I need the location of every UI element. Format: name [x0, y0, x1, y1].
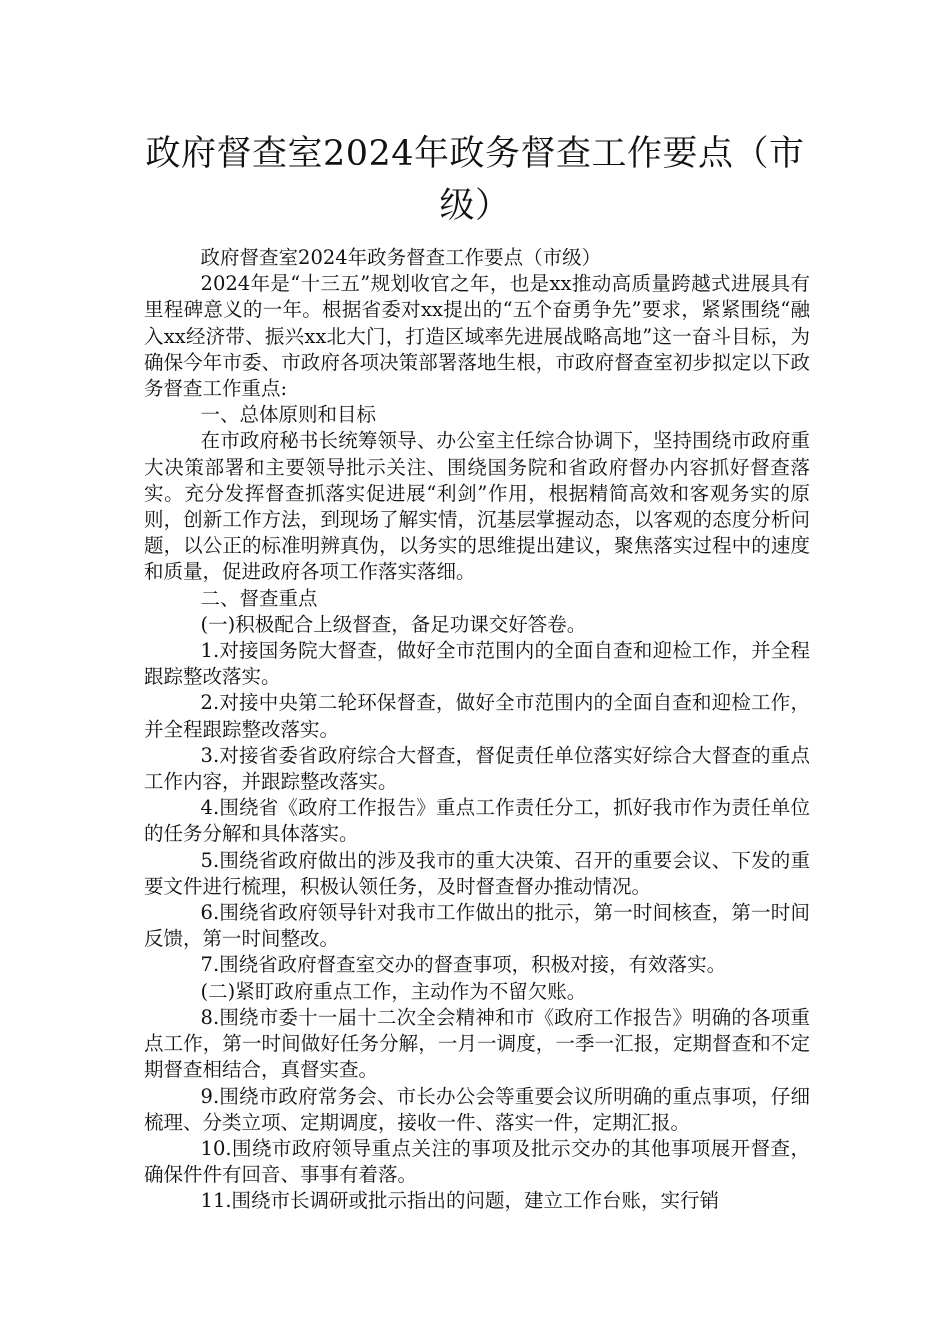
list-item: 5.围绕省政府做出的涉及我市的重大决策、召开的重要会议、下发的重要文件进行梳理，积极认领任务，及时督查督办推动情况。: [144, 848, 810, 898]
paragraph-intro: 2024年是“十三五”规划收官之年，也是xx推动高质量跨越式进展具有里程碑意义的一年。根据省委对xx提出的“五个奋勇争先”要求，紧紧围绕“融入xx经济带、振兴xx北大门，打造区域率先进展战略高地”这一奋斗目标，为确保今年市委、市政府各项决策部署落地生根，市政府督查室初步拟定以下政务督查工作重点:: [144, 272, 810, 401]
subsection-heading-1: (一)积极配合上级督查，备足功课交好答卷。: [200, 612, 587, 636]
document-title: 政府督查室2024年政务督查工作要点（市级）: [145, 134, 805, 226]
list-item: 8.围绕市委十一届十二次全会精神和市《政府工作报告》明确的各项重点工作，第一时间做好任务分解，一月一调度，一季一汇报，定期督查和不定期督查相结合，真督实查。: [144, 1005, 810, 1082]
section-heading-focus: 二、督查重点: [200, 586, 318, 610]
list-item: 6.围绕省政府领导针对我市工作做出的批示，第一时间核查，第一时间反馈，第一时间整改。: [144, 901, 810, 951]
list-item: 10.围绕市政府领导重点关注的事项及批示交办的其他事项展开督查，确保件件有回音、事事有着落。: [144, 1136, 810, 1187]
section-heading-principles: 一、总体原则和目标: [200, 403, 377, 427]
list-item: 7.围绕省政府督查室交办的督查事项，积极对接，有效落实。: [200, 953, 727, 977]
document-body: [144, 245, 810, 1215]
subsection-heading-2: (二)紧盯政府重点工作，主动作为不留欠账。: [200, 979, 587, 1003]
list-item: 2.对接中央第二轮环保督查，做好全市范围内的全面自查和迎检工作，并全程跟踪整改落实。: [144, 691, 810, 741]
list-item: 11.围绕市长调研或批示指出的问题，建立工作台账，实行销: [200, 1189, 720, 1213]
list-item: 3.对接省委省政府综合大督查，督促责任单位落实好综合大督查的重点工作内容，并跟踪整改落实。: [144, 743, 810, 794]
paragraph-heading-repeat: 政府督查室2024年政务督查工作要点（市级）: [200, 246, 602, 269]
paragraph-principles: 在市政府秘书长统筹领导、办公室主任综合协调下，坚持围绕市政府重大决策部署和主要领导批示关注、围绕国务院和省政府督办内容抓好督查落实。充分发挥督查抓落实促进展“利剑”作用，根据精简高效和客观务实的原则，创新工作方法，到现场了解实情，沉基层掌握动态，以客观的态度分析问题，以公正的标准明辨真伪，以务实的思维提出建议，聚焦落实过程中的速度和质量，促进政府各项工作落实落细。: [144, 429, 810, 584]
list-item: 9.围绕市政府常务会、市长办公会等重要会议所明确的重点事项，仔细梳理、分类立项、定期调度，接收一件、落实一件，定期汇报。: [144, 1084, 810, 1134]
list-item: 4.围绕省《政府工作报告》重点工作责任分工，抓好我市作为责任单位的任务分解和具体落实。: [144, 796, 810, 846]
list-item: 1.对接国务院大督查，做好全市范围内的全面自查和迎检工作，并全程跟踪整改落实。: [144, 639, 810, 689]
